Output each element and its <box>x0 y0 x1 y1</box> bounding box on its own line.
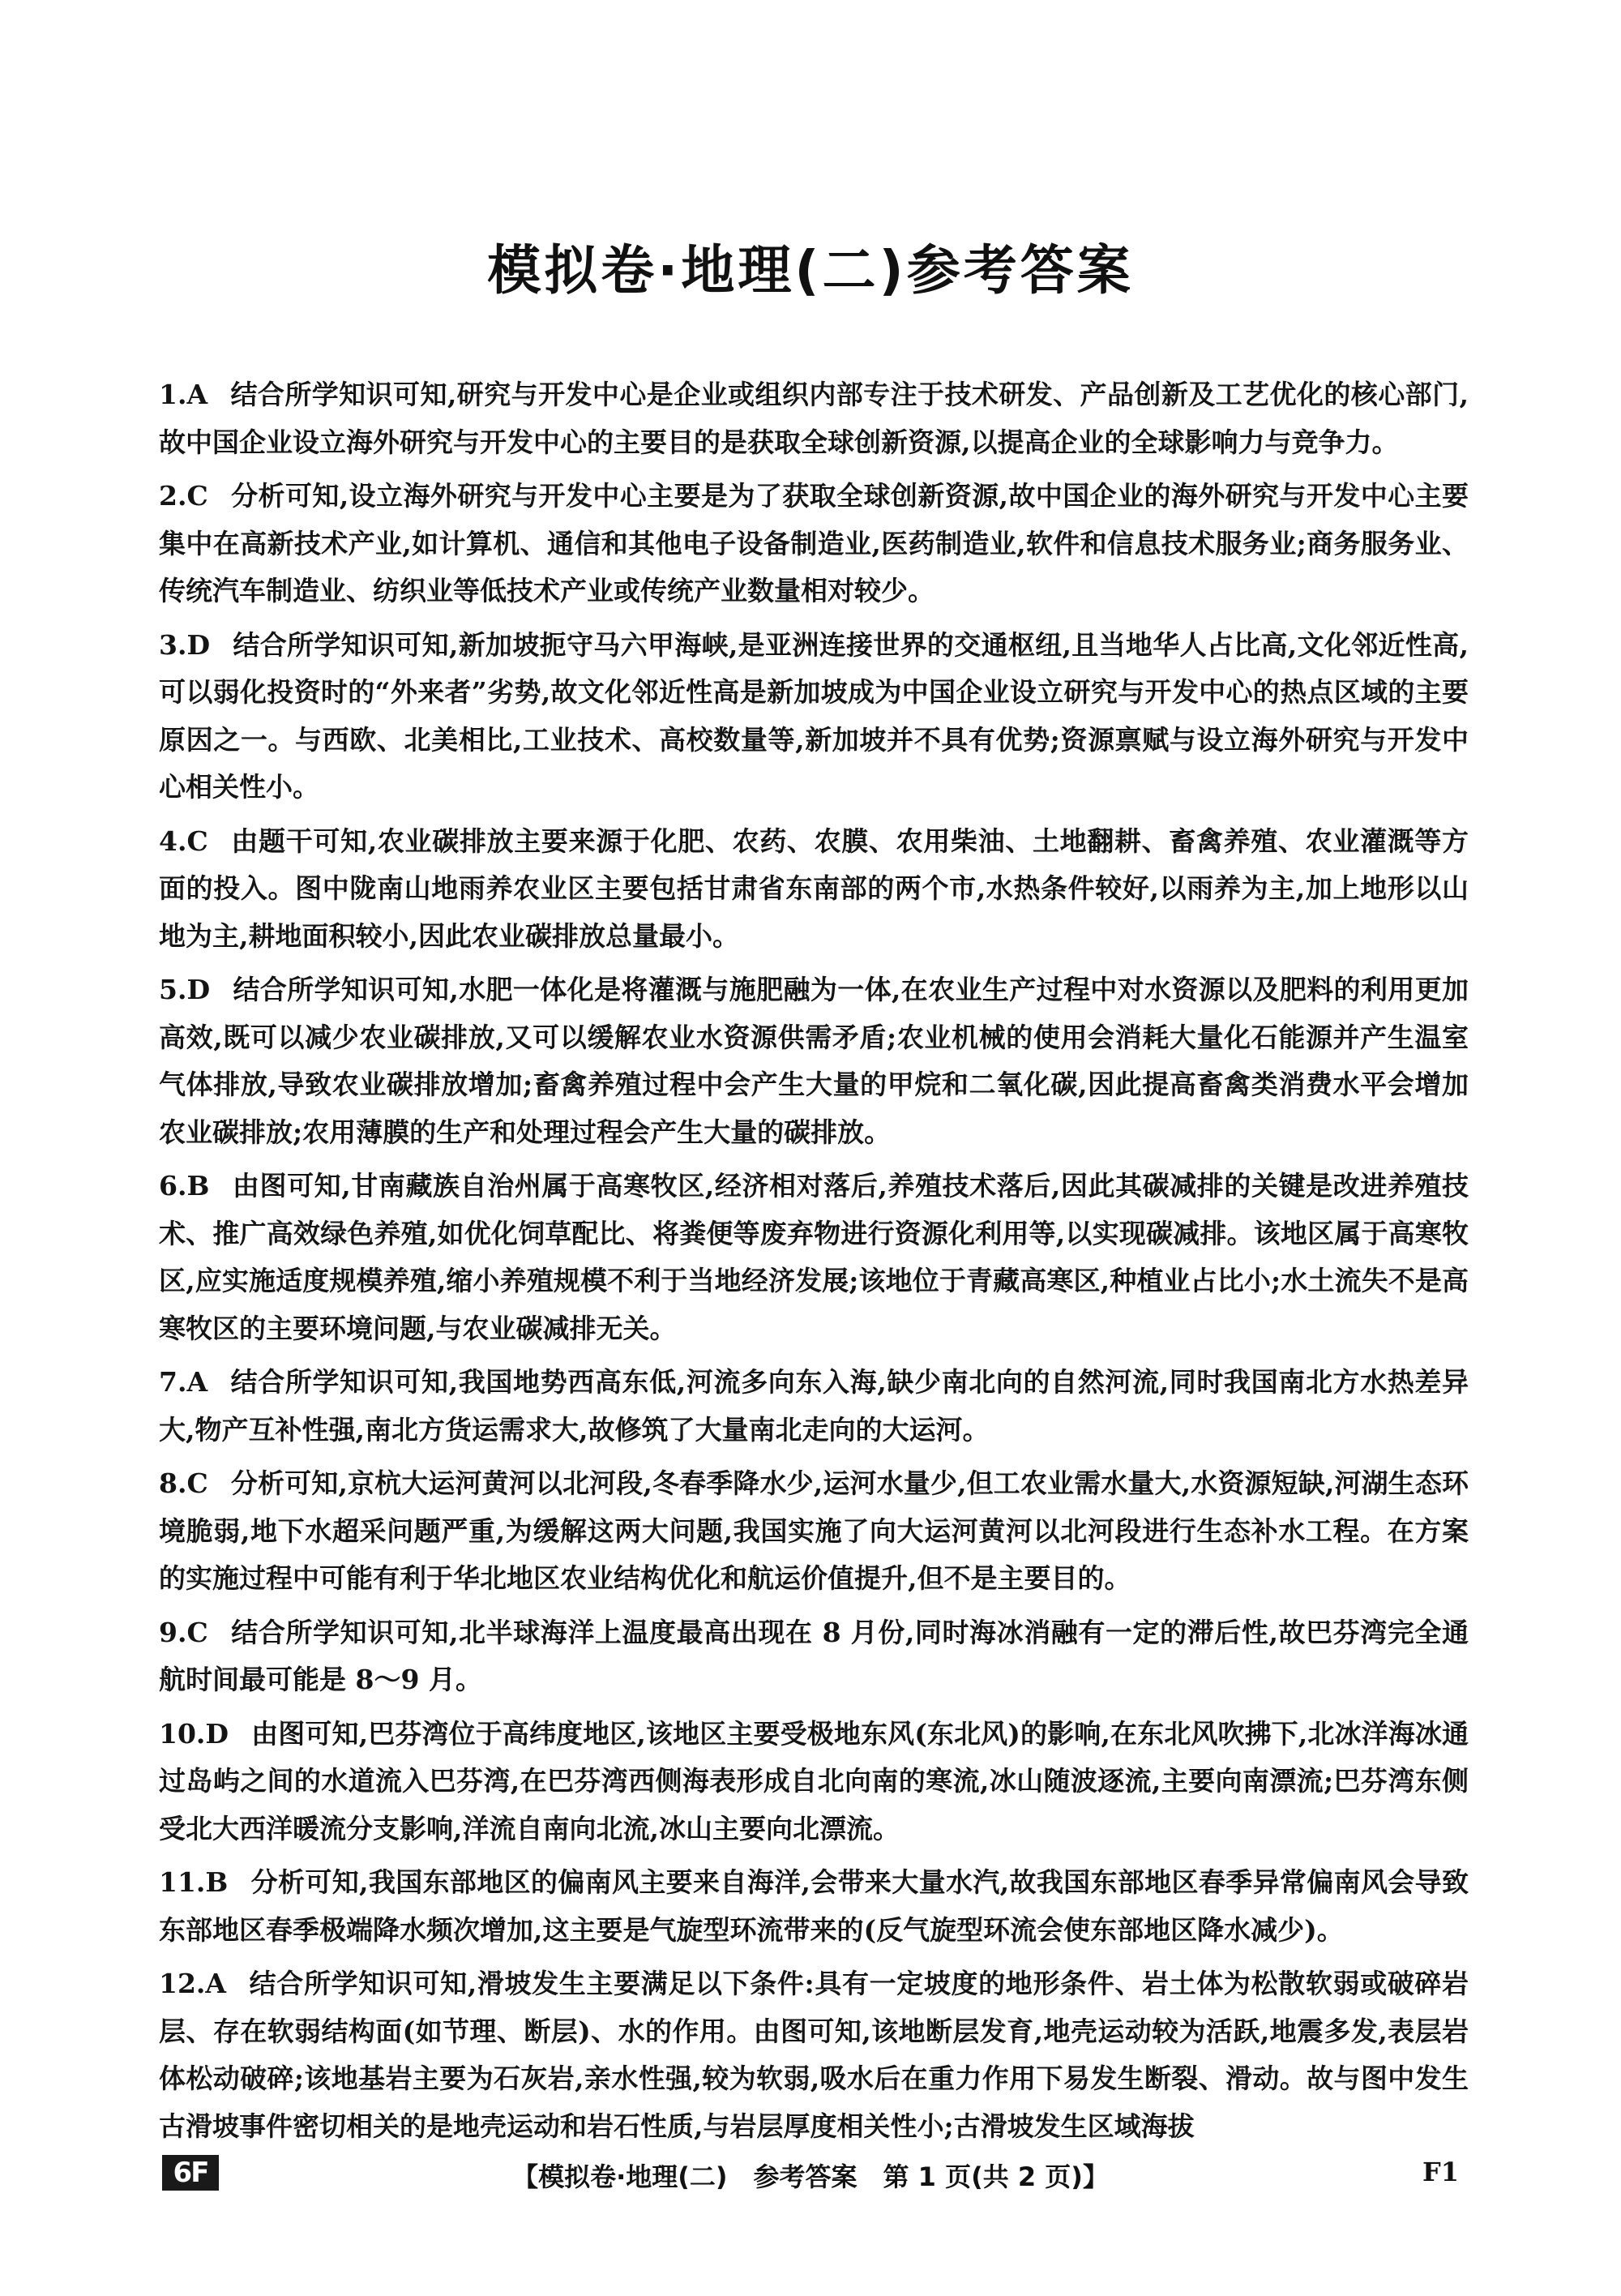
answer-number: 10. <box>159 1717 206 1750</box>
answer-number: 5. <box>159 974 187 1005</box>
answer-item-3 <box>159 622 1469 812</box>
answer-item-5 <box>159 966 1469 1156</box>
answer-number: 12. <box>159 1968 206 1999</box>
answer-choice: B <box>186 1170 210 1202</box>
answer-number: 8. <box>159 1467 187 1499</box>
page-title: 模拟卷·地理(二)参考答案 <box>487 239 1134 302</box>
answer-number: 1. <box>159 379 187 410</box>
answer-number: 3. <box>159 628 187 661</box>
answer-number: 2. <box>159 480 187 512</box>
answer-item-2 <box>159 473 1469 615</box>
answer-explanation: 结合所学知识可知,北半球海洋上温度最高出现在 8 月份,同时海冰消融有一定的滞后性,故巴芬湾完全通航时间最可能是 8～9 月。 <box>159 1616 1469 1695</box>
answer-explanation: 结合所学知识可知,新加坡扼守马六甲海峡,是亚洲连接世界的交通枢纽,且当地华人占比高,文化邻近性高,可以弱化投资时的“外来者”劣势,故文化邻近性高是新加坡成为中国企业设立研究与开发中心的热点区域的主要原因之一。与西欧、北美相比,工业技术、高校数量等,新加坡并不具有优势;资源禀赋与设立海外研究与开发中心相关性小。 <box>159 628 1469 803</box>
answer-explanation: 结合所学知识可知,水肥一体化是将灌溉与施肥融为一体,在农业生产过程中对水资源以及肥料的利用更加高效,既可以减少农业碳排放,又可以缓解农业水资源供需矛盾;农业机械的使用会消耗大量化石能源并产生温室气体排放,导致农业碳排放增加;畜禽养殖过程中会产生大量的甲烷和二氧化碳,因此提高畜禽类消费水平会增加农业碳排放;农用薄膜的生产和处理过程会产生大量的碳排放。 <box>159 974 1469 1148</box>
answer-item-6 <box>159 1163 1469 1352</box>
answer-explanation: 分析可知,设立海外研究与开发中心主要是为了获取全球创新资源,故中国企业的海外研究与开发中心主要集中在高新技术产业,如计算机、通信和其他电子设备制造业,医药制造业,软件和信息技术服务业;商务服务业、传统汽车制造业、纺织业等低技术产业或传统产业数量相对较少。 <box>159 480 1469 606</box>
answer-choice: C <box>186 1467 208 1499</box>
answer-explanation: 由图可知,甘南藏族自治州属于高寒牧区,经济相对落后,养殖技术落后,因此其碳减排的关键是改进养殖技术、推广高效绿色养殖,如优化饲草配比、将粪便等废弃物进行资源化利用等,以实现碳减排。该地区属于高寒牧区,应实施适度规模养殖,缩小养殖规模不利于当地经济发展;该地位于青藏高寒区,种植业占比小;水土流失不是高寒牧区的主要环境问题,与农业碳减排无关。 <box>159 1170 1469 1344</box>
answer-number: 6. <box>159 1170 187 1202</box>
answer-choice: C <box>186 1616 208 1648</box>
answer-item-1 <box>159 371 1469 466</box>
answer-choice: B <box>205 1866 229 1898</box>
answer-choice: A <box>186 1366 208 1398</box>
footer-code: F1 <box>1422 2157 1459 2187</box>
answer-choice: A <box>186 379 208 410</box>
answer-explanation: 由图可知,巴芬湾位于高纬度地区,该地区主要受极地东风(东北风)的影响,在东北风吹拂下,北冰洋海冰通过岛屿之间的水道流入巴芬湾,在巴芬湾西侧海表形成自北向南的寒流,冰山随波逐流,主要向南漂流;巴芬湾东侧受北大西洋暖流分支影响,洋流自南向北流,冰山主要向北漂流。 <box>159 1717 1469 1844</box>
answer-explanation: 结合所学知识可知,研究与开发中心是企业或组织内部专注于技术研发、产品创新及工艺优化的核心部门,故中国企业设立海外研究与开发中心的主要目的是获取全球创新资源,以提高企业的全球影响力与竞争力。 <box>159 379 1469 458</box>
answer-item-4 <box>159 818 1469 961</box>
answer-choice: C <box>186 825 208 857</box>
answer-number: 4. <box>159 825 187 857</box>
answer-item-10 <box>159 1711 1469 1853</box>
answer-item-8 <box>159 1460 1469 1603</box>
answer-list <box>159 371 1469 2157</box>
answer-number: 9. <box>159 1616 187 1648</box>
answer-choice: D <box>186 628 211 661</box>
answer-explanation: 分析可知,我国东部地区的偏南风主要来自海洋,会带来大量水汽,故我国东部地区春季异常偏南风会导致东部地区春季极端降水频次增加,这主要是气旋型环流带来的(反气旋型环流会使东部地区降水减少)。 <box>159 1866 1469 1946</box>
answer-item-11 <box>159 1859 1469 1954</box>
publisher-logo: 6F <box>162 2155 219 2191</box>
answer-number: 7. <box>159 1366 187 1398</box>
footer-page-info: 【模拟卷·地理(二) 参考答案 第 1 页(共 2 页)】 <box>512 2161 1109 2192</box>
answer-explanation: 由题干可知,农业碳排放主要来源于化肥、农药、农膜、农用柴油、土地翻耕、畜禽养殖、农业灌溉等方面的投入。图中陇南山地雨养农业区主要包括甘肃省东南部的两个市,水热条件较好,以雨养为主,加上地形以山地为主,耕地面积较小,因此农业碳排放总量最小。 <box>159 825 1469 952</box>
answer-number: 11. <box>159 1866 206 1898</box>
answer-choice: D <box>186 974 211 1005</box>
answer-item-9 <box>159 1609 1469 1704</box>
answer-item-7 <box>159 1359 1469 1454</box>
answer-explanation: 结合所学知识可知,我国地势西高东低,河流多向东入海,缺少南北向的自然河流,同时我国南北方水热差异大,物产互补性强,南北方货运需求大,故修筑了大量南北走向的大运河。 <box>159 1366 1469 1446</box>
page-footer <box>0 2155 1621 2195</box>
answer-choice: C <box>186 480 208 512</box>
answer-choice: D <box>205 1717 229 1750</box>
answer-explanation: 分析可知,京杭大运河黄河以北河段,冬春季降水少,运河水量少,但工农业需水量大,水资源短缺,河湖生态环境脆弱,地下水超采问题严重,为缓解这两大问题,我国实施了向大运河黄河以北河段进行生态补水工程。在方案的实施过程中可能有利于华北地区农业结构优化和航运价值提升,但不是主要目的。 <box>159 1467 1469 1594</box>
answer-choice: A <box>205 1968 227 1999</box>
answer-item-12 <box>159 1960 1469 2150</box>
answer-explanation: 结合所学知识可知,滑坡发生主要满足以下条件:具有一定坡度的地形条件、岩土体为松散软弱或破碎岩层、存在软弱结构面(如节理、断层)、水的作用。由图可知,该地断层发育,地壳运动较为活跃,地震多发,表层岩体松动破碎;该地基岩主要为石灰岩,亲水性强,较为软弱,吸水后在重力作用下易发生断裂、滑动。故与图中发生古滑坡事件密切相关的是地壳运动和岩石性质,与岩层厚度相关性小;古滑坡发生区域海拔 <box>159 1968 1469 2142</box>
